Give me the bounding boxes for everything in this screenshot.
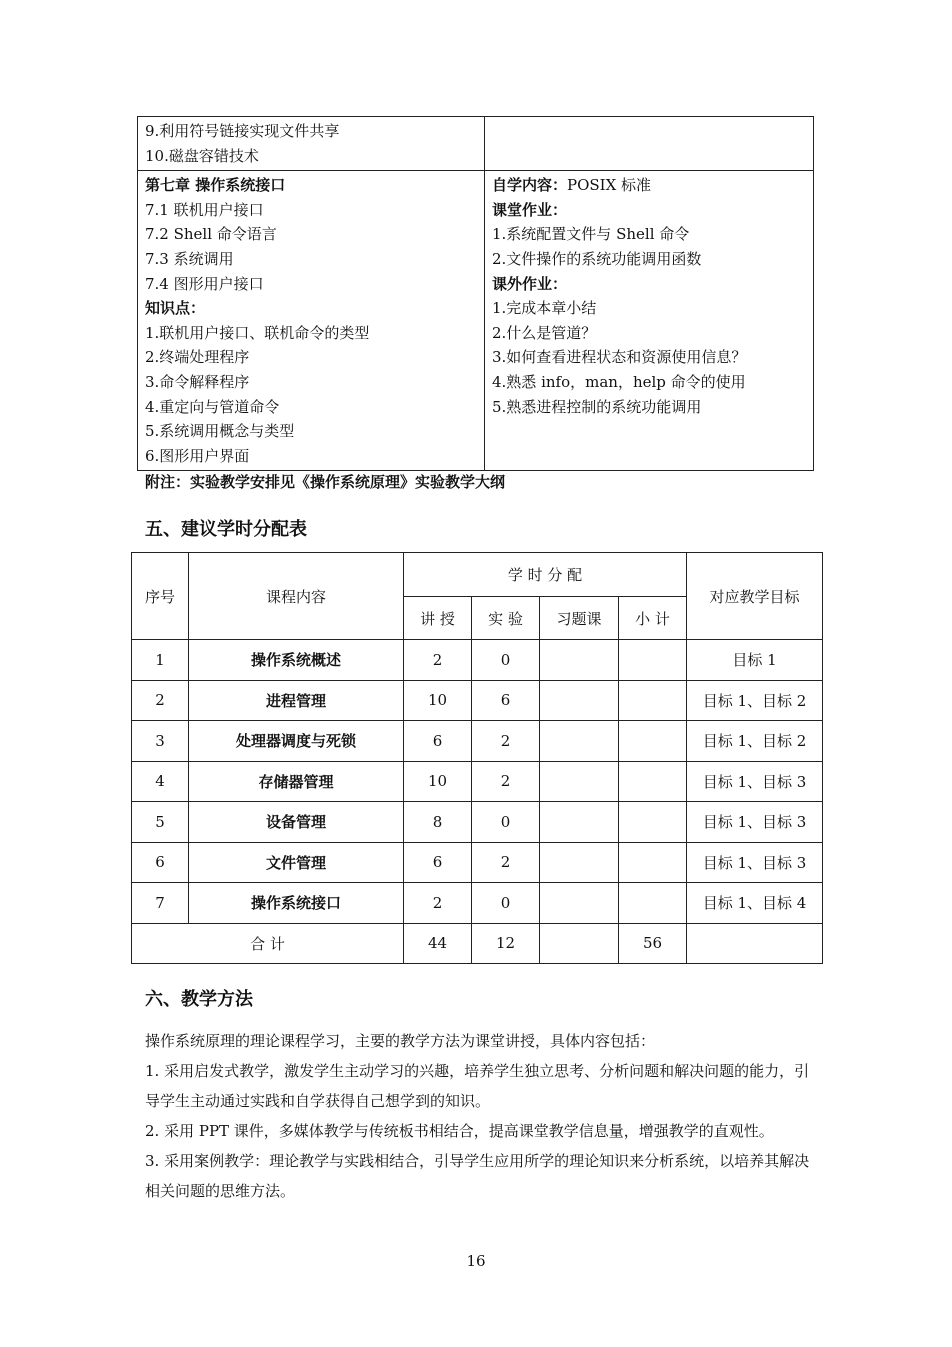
self-study-value: POSIX 标准 [567, 176, 652, 195]
cell-subtotal [619, 883, 687, 924]
header-goal: 对应教学目标 [687, 553, 823, 640]
list-item: 7.4 图形用户接口 [145, 274, 264, 293]
table-row [132, 721, 823, 762]
table-row [132, 802, 823, 843]
cell-lab: 0 [472, 640, 540, 681]
cell-goal: 目标 1、目标 3 [687, 802, 823, 843]
header-exercise: 习题课 [540, 597, 619, 640]
list-item: 4.熟悉 info，man，help 命令的使用 [492, 372, 746, 391]
cell-seq: 3 [132, 721, 189, 762]
cell-subtotal [619, 680, 687, 721]
total-row [132, 923, 823, 964]
cell-lecture: 8 [404, 802, 472, 843]
cell-subtotal [619, 761, 687, 802]
cell-goal: 目标 1、目标 2 [687, 721, 823, 762]
cell-goal: 目标 1、目标 3 [687, 761, 823, 802]
cell-exercise [540, 761, 619, 802]
method-item: 2. 采用 PPT 课件，多媒体教学与传统板书相结合，提高课堂教学信息量，增强教学的直观性。 [145, 1122, 774, 1140]
list-item: 7.3 系统调用 [145, 249, 234, 268]
cell-seq: 5 [132, 802, 189, 843]
list-item: 7.2 Shell 命令语言 [145, 225, 277, 244]
list-item: 6.图形用户界面 [145, 446, 250, 465]
cell-subtotal [619, 640, 687, 681]
header-seq: 序号 [132, 553, 189, 640]
cell-lecture: 6 [404, 721, 472, 762]
cell-content: 操作系统概述 [189, 640, 404, 681]
method-item: 3. 采用案例教学：理论教学与实践相结合，引导学生应用所学的理论知识来分析系统，以培养其解决相关问题的思维方法。 [145, 1152, 810, 1200]
chapter7-left-cell [138, 171, 485, 471]
cell-seq: 6 [132, 842, 189, 883]
list-item: 2.终端处理程序 [145, 348, 250, 367]
chapter-table [137, 116, 814, 471]
total-goal [687, 923, 823, 964]
chapter-table-prev-left [138, 117, 485, 171]
cell-seq: 1 [132, 640, 189, 681]
cell-lab: 2 [472, 721, 540, 762]
cell-lab: 6 [472, 680, 540, 721]
cell-subtotal [619, 842, 687, 883]
cell-goal: 目标 1、目标 3 [687, 842, 823, 883]
teaching-methods [145, 1026, 810, 1206]
list-item: 10.磁盘容错技术 [145, 146, 259, 165]
cell-content: 进程管理 [189, 680, 404, 721]
cell-seq: 2 [132, 680, 189, 721]
cell-subtotal [619, 802, 687, 843]
cell-lab: 2 [472, 761, 540, 802]
cell-lab: 0 [472, 802, 540, 843]
hours-allocation-table [131, 552, 823, 964]
cell-content: 文件管理 [189, 842, 404, 883]
section5-title: 五、建议学时分配表 [145, 519, 307, 540]
header-hours: 学 时 分 配 [404, 553, 687, 597]
self-study-label: 自学内容： [492, 176, 568, 195]
extra-hw-label: 课外作业： [492, 274, 568, 293]
list-item: 1.完成本章小结 [492, 299, 597, 318]
cell-content: 处理器调度与死锁 [189, 721, 404, 762]
list-item: 5.熟悉进程控制的系统功能调用 [492, 397, 702, 416]
table-row [132, 640, 823, 681]
cell-seq: 7 [132, 883, 189, 924]
header-subtotal: 小 计 [619, 597, 687, 640]
header-content: 课程内容 [189, 553, 404, 640]
table-row [132, 761, 823, 802]
list-item: 2.什么是管道？ [492, 323, 597, 342]
cell-exercise [540, 842, 619, 883]
cell-subtotal [619, 721, 687, 762]
cell-content: 存储器管理 [189, 761, 404, 802]
chapter-table-prev-right [485, 117, 814, 171]
cell-lecture: 10 [404, 680, 472, 721]
list-item: 7.1 联机用户接口 [145, 200, 264, 219]
total-exercise [540, 923, 619, 964]
cell-goal: 目标 1、目标 2 [687, 680, 823, 721]
total-label: 合 计 [132, 923, 404, 964]
cell-lab: 2 [472, 842, 540, 883]
self-study-line [492, 173, 805, 198]
table-row [132, 883, 823, 924]
cell-exercise [540, 802, 619, 843]
page-number: 16 [466, 1252, 486, 1270]
cell-exercise [540, 883, 619, 924]
cell-content: 设备管理 [189, 802, 404, 843]
cell-exercise [540, 680, 619, 721]
table-row [132, 680, 823, 721]
chapter7-right-cell [485, 171, 814, 471]
knowledge-label: 知识点： [145, 299, 206, 318]
class-hw-label: 课堂作业： [492, 200, 568, 219]
cell-goal: 目标 1 [687, 640, 823, 681]
chapter-title: 第七章 操作系统接口 [145, 176, 286, 195]
list-item: 1.联机用户接口、联机命令的类型 [145, 323, 370, 342]
cell-lecture: 6 [404, 842, 472, 883]
list-item: 1.系统配置文件与 Shell 命令 [492, 225, 690, 244]
cell-lecture: 2 [404, 640, 472, 681]
cell-goal: 目标 1、目标 4 [687, 883, 823, 924]
cell-content: 操作系统接口 [189, 883, 404, 924]
header-lecture: 讲 授 [404, 597, 472, 640]
cell-lecture: 10 [404, 761, 472, 802]
cell-exercise [540, 721, 619, 762]
header-lab: 实 验 [472, 597, 540, 640]
table-row [132, 842, 823, 883]
list-item: 3.如何查看进程状态和资源使用信息？ [492, 348, 747, 367]
cell-seq: 4 [132, 761, 189, 802]
list-item: 3.命令解释程序 [145, 372, 250, 391]
list-item: 4.重定向与管道命令 [145, 397, 280, 416]
lab-note: 附注：实验教学安排见《操作系统原理》实验教学大纲 [145, 473, 506, 491]
total-subtotal: 56 [619, 923, 687, 964]
total-lab: 12 [472, 923, 540, 964]
total-lecture: 44 [404, 923, 472, 964]
cell-exercise [540, 640, 619, 681]
section6-title: 六、教学方法 [145, 989, 253, 1010]
method-item: 1. 采用启发式教学，激发学生主动学习的兴趣，培养学生独立思考、分析问题和解决问题的能力，引导学生主动通过实践和自学获得自己想学到的知识。 [145, 1062, 810, 1110]
cell-lab: 0 [472, 883, 540, 924]
cell-lecture: 2 [404, 883, 472, 924]
method-intro: 操作系统原理的理论课程学习，主要的教学方法为课堂讲授，具体内容包括： [145, 1032, 656, 1050]
list-item: 2.文件操作的系统功能调用函数 [492, 249, 702, 268]
list-item: 9.利用符号链接实现文件共享 [145, 122, 340, 140]
list-item: 5.系统调用概念与类型 [145, 422, 295, 441]
